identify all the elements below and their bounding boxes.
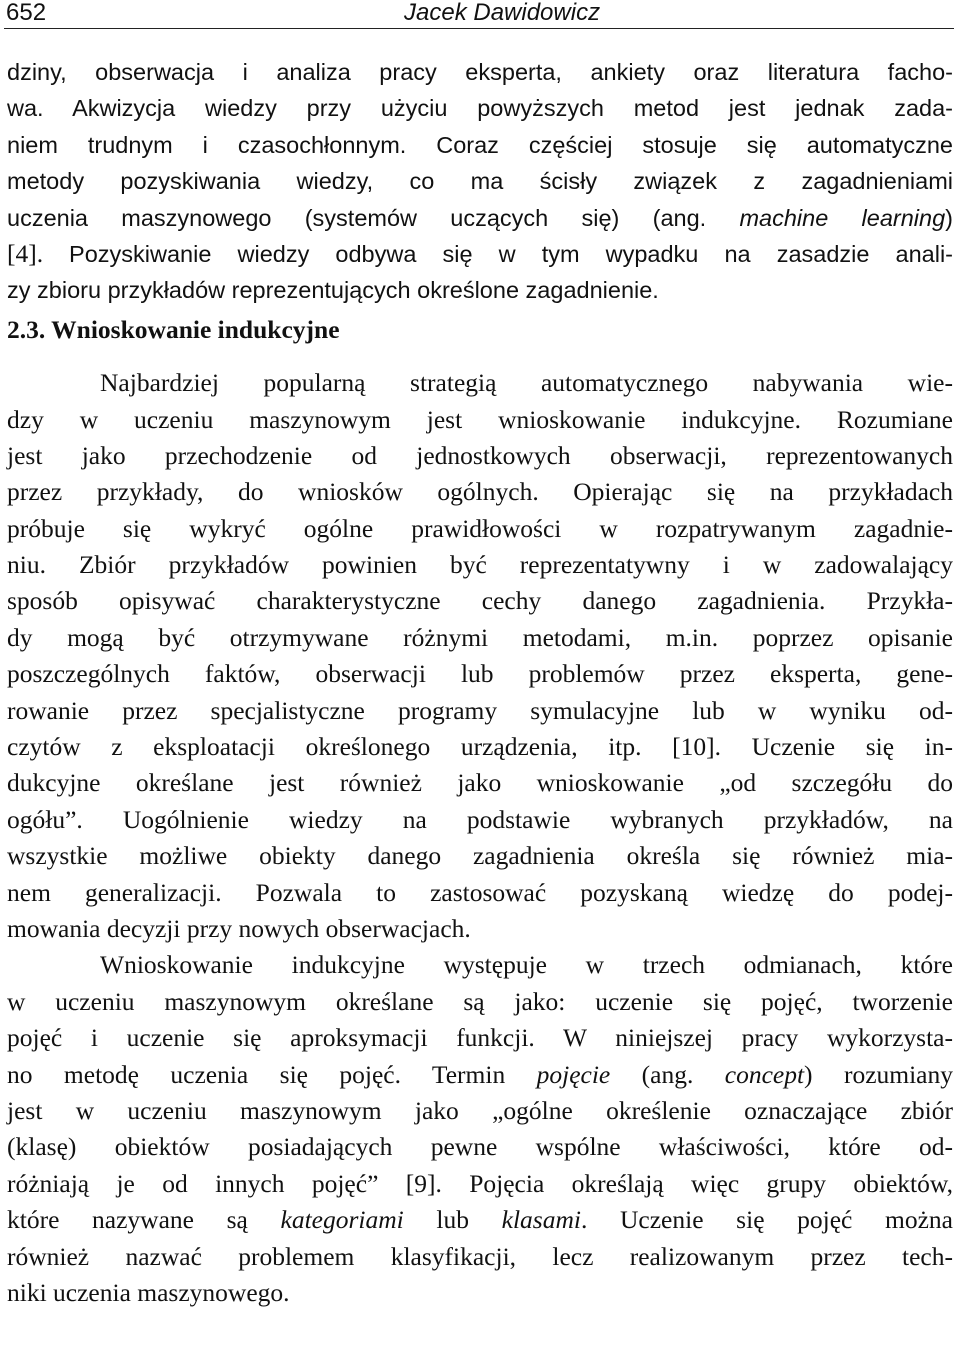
text-line: niki uczenia maszynowego. <box>7 1277 290 1307</box>
citation: [4]. <box>7 238 70 268</box>
text-line: sposób opisywać charakterystyczne cechy danego zagadnienia. Przykła- <box>7 586 953 616</box>
text-line: próbuje się wykryć ogólne prawidłowości w rozpatrywanym zagadnie- <box>7 513 953 543</box>
text-line: metody pozyskiwania wiedzy, co ma ścisły związek z zagadnieniami <box>7 168 953 195</box>
text-line: różniają je od innych pojęć” [9]. Pojęcia określają więc grupy obiektów, <box>7 1168 953 1198</box>
italic-term: klasami <box>501 1205 581 1235</box>
text-line: również nazwać problemem klasyfikacji, lecz realizowanym przez tech- <box>7 1241 953 1271</box>
text-line: wa. Akwizycja wiedzy przy użyciu powyższych metod jest jednak zada- <box>7 95 953 122</box>
text-run: ) <box>945 204 953 231</box>
paragraph-3 <box>7 947 953 1311</box>
text-run: no metodę uczenia się pojęć. Termin <box>7 1059 537 1089</box>
text-line: czytów z eksploatacji określonego urządzenia, itp. [10]. Uczenie się in- <box>7 732 953 762</box>
text-run: uczenia maszynowego (systemów uczących się) (ang. <box>7 204 740 231</box>
page-number: 652 <box>6 0 47 26</box>
text-line: mowania decyzji przy nowych obserwacjach. <box>7 913 471 943</box>
text-line <box>7 236 953 272</box>
text-line: nem generalizacji. Pozwala to zastosować pozyskaną wiedzę do podej- <box>7 877 953 907</box>
paragraph-1 <box>7 54 953 309</box>
text-run: (ang. <box>610 1059 725 1089</box>
text-line: zy zbioru przykładów reprezentujących określone zagadnienie. <box>7 277 659 304</box>
text-line: Najbardziej popularną strategią automatycznego nabywania wie- <box>100 368 953 398</box>
italic-term: machine learning <box>739 204 946 231</box>
text-line: przez przykłady, do wniosków ogólnych. Opierając się na przykładach <box>7 477 953 507</box>
text-run: lub <box>403 1205 502 1235</box>
running-head-author: Jacek Dawidowicz <box>404 0 601 26</box>
text-line: poszczególnych faktów, obserwacji lub problemów przez eksperta, gene- <box>7 659 953 689</box>
text-line: jest w uczeniu maszynowym jako „ogólne określenie oznaczające zbiór <box>7 1095 953 1125</box>
text-line <box>7 1057 953 1093</box>
italic-term: concept <box>724 1059 805 1089</box>
paragraph-2 <box>7 365 953 947</box>
text-line: (klasę) obiektów posiadających pewne wspólne właściwości, które od- <box>7 1132 953 1162</box>
italic-term: kategoriami <box>280 1205 404 1235</box>
text-line: Wnioskowanie indukcyjne występuje w trzech odmianach, które <box>100 950 953 980</box>
section-heading: 2.3. Wnioskowanie indukcyjne <box>7 314 340 344</box>
text-run: ) rozumiany <box>804 1059 953 1089</box>
text-line: rowanie przez specjalistyczne programy symulacyjne lub w wyniku od- <box>7 695 953 725</box>
text-line: niem trudnym i czasochłonnym. Coraz częściej stosuje się automatyczne <box>7 131 953 158</box>
text-line: dy mogą być otrzymywane różnymi metodami, m.in. poprzez opisanie <box>7 622 953 652</box>
text-line: jest jako przechodzenie od jednostkowych obserwacji, reprezentowanych <box>7 440 953 470</box>
text-line: dziny, obserwacja i analiza pracy eksperta, ankiety oraz literatura facho- <box>7 59 953 85</box>
text-line: wszystkie możliwe obiekty danego zagadnienia określa się również mia- <box>7 841 953 871</box>
text-line: niu. Zbiór przykładów powinien być reprezentatywny i w zadowalający <box>7 550 953 580</box>
running-header <box>4 0 954 29</box>
text-run: Pozyskiwanie wiedzy odbywa się w tym wypadku na zasadzie anali- <box>69 240 954 267</box>
text-line: pojęć i uczenie się aproksymacji funkcji. W niniejszej pracy wykorzysta- <box>7 1023 953 1053</box>
text-line <box>7 200 953 236</box>
text-line: ogółu”. Uogólnienie wiedzy na podstawie wybranych przykładów, na <box>7 804 953 834</box>
body-text <box>7 54 953 1311</box>
text-line: dukcyjne określane jest również jako wnioskowanie „od szczegółu do <box>7 768 953 798</box>
text-line: w uczeniu maszynowym określane są jako: uczenie się pojęć, tworzenie <box>7 986 953 1016</box>
text-run: które nazywane są <box>7 1205 281 1235</box>
text-run: . Uczenie się pojęć można <box>580 1205 953 1235</box>
text-line <box>7 1202 953 1238</box>
italic-term: pojęcie <box>536 1059 611 1089</box>
text-line: dzy w uczeniu maszynowym jest wnioskowanie indukcyjne. Rozumiane <box>7 404 953 434</box>
